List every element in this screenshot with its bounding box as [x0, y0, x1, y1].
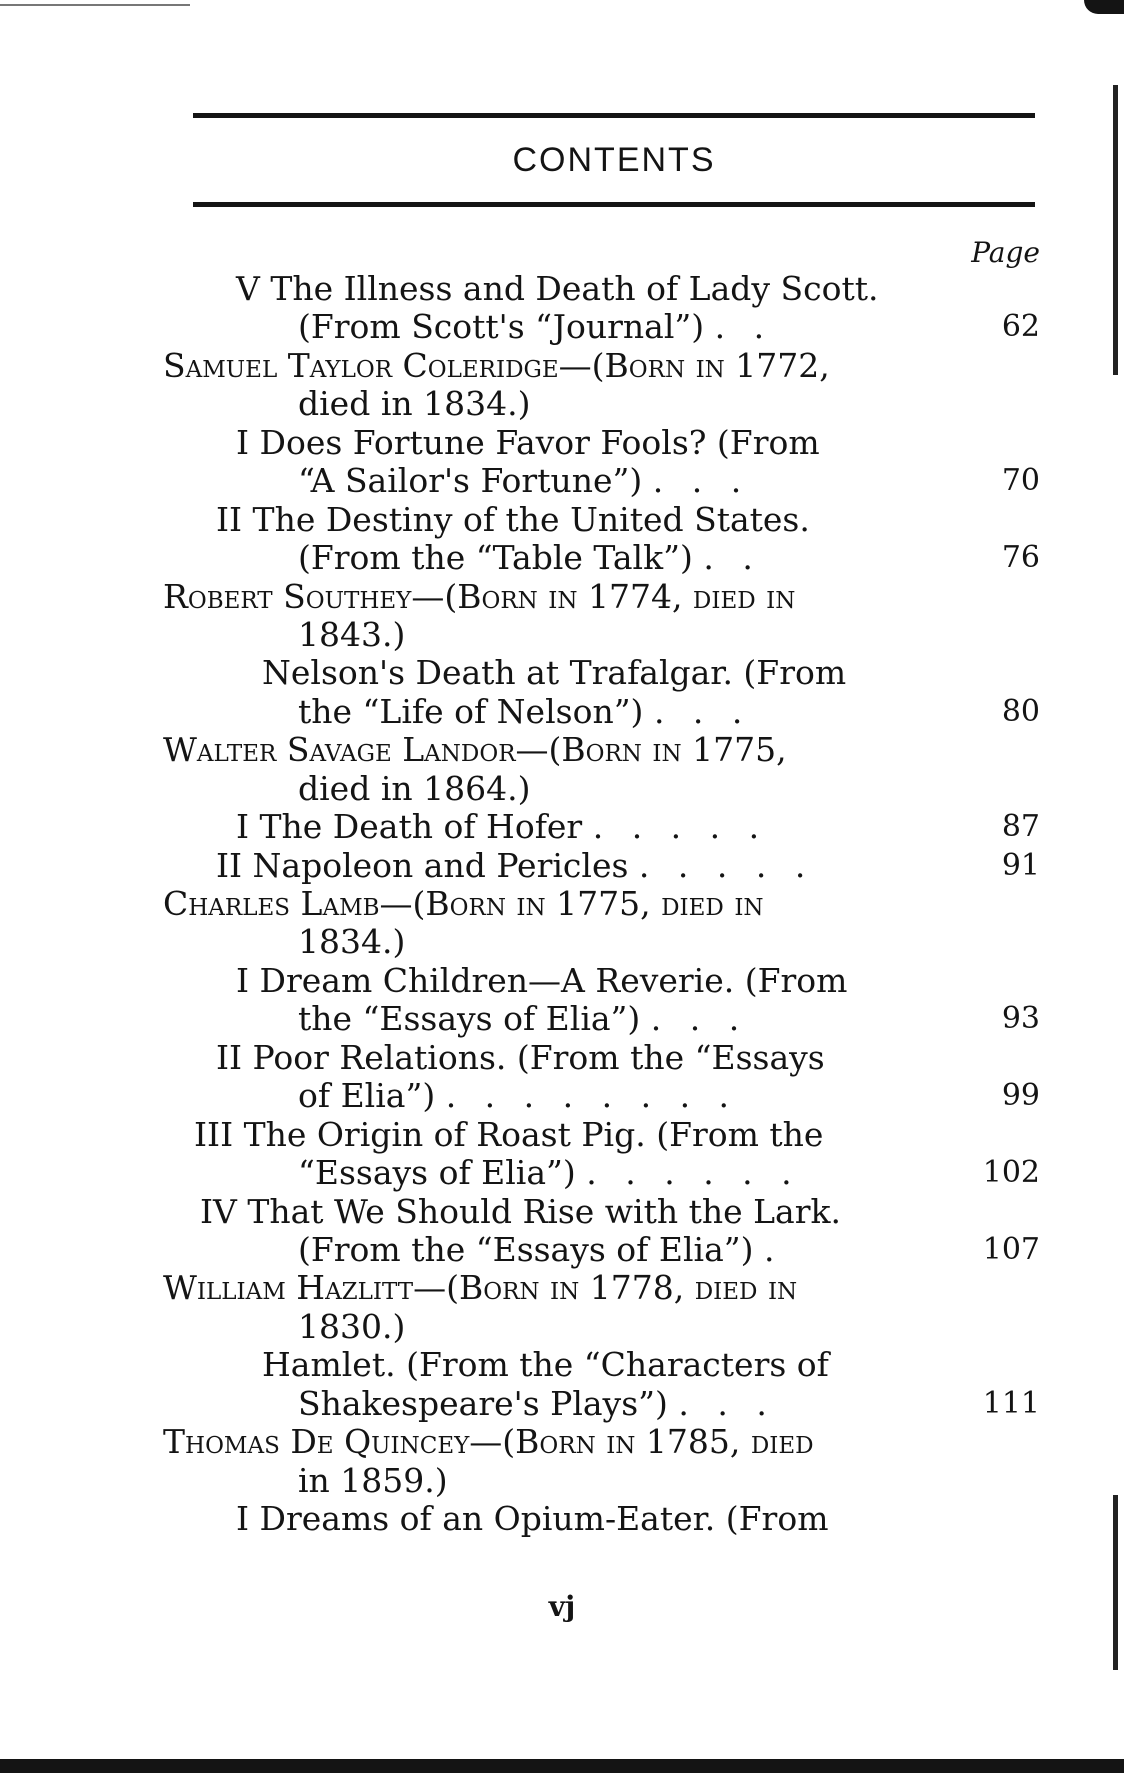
- toc-entry-text: (From the “Table Talk”) . .: [298, 538, 762, 578]
- toc-entry-text: I Does Fortune Favor Fools? (From: [236, 422, 820, 462]
- page-number: 76: [1001, 540, 1040, 576]
- page-number: 62: [1001, 309, 1040, 345]
- toc-line: [0, 347, 1124, 385]
- toc-line: [0, 693, 1124, 731]
- author-heading: Samuel Taylor Coleridge—(Born in 1772,: [163, 345, 830, 385]
- toc-line: [0, 1385, 1124, 1423]
- toc-entry-text: I Dreams of an Opium-Eater. (From: [236, 1499, 829, 1538]
- leader-dots: . . . . .: [638, 845, 815, 885]
- page-number: 93: [1001, 1001, 1040, 1037]
- leader-dots: . . .: [678, 1383, 776, 1423]
- toc-entry-text: V The Illness and Death of Lady Scott.: [236, 269, 879, 308]
- page-title: CONTENTS: [512, 141, 716, 179]
- toc-entry-text: Shakespeare's Plays”) . . .: [298, 1383, 776, 1423]
- page-number: 87: [1001, 809, 1040, 845]
- toc-line: [0, 616, 1124, 654]
- toc-line: [0, 578, 1124, 616]
- leader-dots: . .: [703, 538, 762, 578]
- leader-dots: . . .: [652, 461, 751, 501]
- page-number: 70: [1001, 463, 1040, 499]
- toc-entry-text: II Napoleon and Pericles . . . . .: [216, 845, 815, 885]
- toc-line: [0, 1269, 1124, 1307]
- page-folio: vj: [548, 1590, 576, 1623]
- leader-dots: . . . . . . . .: [445, 1076, 739, 1116]
- toc-entry-text: IV That We Should Rise with the Lark.: [200, 1191, 841, 1231]
- toc-entry-text: III The Origin of Roast Pig. (From the: [194, 1114, 824, 1154]
- toc-line: [0, 424, 1124, 462]
- toc-entry-text: 1834.): [298, 922, 406, 962]
- toc-line: [0, 1154, 1124, 1192]
- toc-line: [0, 731, 1124, 769]
- page-column-label: Page: [971, 236, 1040, 269]
- toc-entry-text: died in 1834.): [298, 384, 531, 424]
- toc-line: [0, 501, 1124, 539]
- toc-entry-text: I Dream Children—A Reverie. (From: [236, 960, 848, 1000]
- toc-entry-text: (From the “Essays of Elia”) .: [298, 1229, 784, 1269]
- page-number: 99: [1001, 1078, 1040, 1114]
- leader-dots: . . .: [653, 691, 752, 731]
- toc-entry-text: the “Life of Nelson”) . . .: [298, 691, 752, 731]
- page-number: 102: [982, 1155, 1040, 1191]
- leader-dots: . . . . . .: [586, 1153, 801, 1193]
- toc-line: [0, 539, 1124, 577]
- toc-line: [0, 808, 1124, 846]
- page-number: 107: [982, 1231, 1040, 1267]
- leader-dots: . .: [714, 307, 774, 347]
- toc-line: [0, 1193, 1124, 1231]
- toc-line: [0, 1423, 1124, 1461]
- table-of-contents: [0, 270, 1124, 1538]
- author-heading: Thomas De Quincey—(Born in 1785, died: [163, 1422, 814, 1462]
- toc-line: [0, 1077, 1124, 1115]
- page-number: 91: [1001, 847, 1040, 883]
- toc-line: [0, 770, 1124, 808]
- scan-edge-bottom: [0, 1759, 1124, 1773]
- toc-entry-text: 1830.): [298, 1306, 406, 1346]
- toc-line: [0, 462, 1124, 500]
- toc-entry-text: I The Death of Hofer . . . . .: [236, 807, 769, 847]
- toc-entry-text: the “Essays of Elia”) . . .: [298, 999, 749, 1039]
- toc-line: [0, 654, 1124, 692]
- author-heading: William Hazlitt—(Born in 1778, died in: [163, 1268, 798, 1308]
- toc-line: [0, 1116, 1124, 1154]
- leader-dots: . . .: [650, 999, 749, 1039]
- scan-edge-corner: [1084, 0, 1124, 14]
- toc-line: [0, 1346, 1124, 1384]
- heading-rule-top: [193, 113, 1035, 118]
- toc-line: [0, 1462, 1124, 1500]
- toc-line: [0, 308, 1124, 346]
- toc-entry-text: Nelson's Death at Trafalgar. (From: [262, 653, 847, 693]
- toc-line: [0, 885, 1124, 923]
- page-number: 80: [1001, 693, 1040, 729]
- toc-line: [0, 385, 1124, 423]
- toc-entry-text: died in 1864.): [298, 768, 531, 808]
- scan-edge-top: [0, 4, 190, 6]
- toc-line: [0, 1231, 1124, 1269]
- heading-rule-bottom: [193, 202, 1035, 207]
- page-number: 111: [982, 1385, 1040, 1421]
- toc-entry-text: “A Sailor's Fortune”) . . .: [298, 461, 751, 501]
- toc-line: [0, 847, 1124, 885]
- toc-line: [0, 923, 1124, 961]
- toc-line: [0, 270, 1124, 308]
- toc-line: [0, 1308, 1124, 1346]
- leader-dots: . . . . .: [592, 807, 769, 847]
- toc-entry-text: 1843.): [298, 614, 406, 654]
- toc-entry-text: Hamlet. (From the “Characters of: [262, 1345, 829, 1385]
- toc-line: [0, 1500, 1124, 1538]
- toc-line: [0, 962, 1124, 1000]
- toc-entry-text: “Essays of Elia”) . . . . . .: [298, 1153, 801, 1193]
- toc-entry-text: (From Scott's “Journal”) . .: [298, 307, 774, 347]
- toc-entry-text: II Poor Relations. (From the “Essays: [216, 1037, 825, 1077]
- leader-dots: .: [764, 1229, 784, 1269]
- author-heading: Walter Savage Landor—(Born in 1775,: [163, 730, 787, 770]
- toc-entry-text: in 1859.): [298, 1460, 448, 1500]
- author-heading: Robert Southey—(Born in 1774, died in: [163, 576, 796, 616]
- author-heading: Charles Lamb—(Born in 1775, died in: [163, 884, 764, 923]
- toc-line: [0, 1039, 1124, 1077]
- toc-line: [0, 1000, 1124, 1038]
- toc-entry-text: II The Destiny of the United States.: [216, 499, 810, 539]
- toc-entry-text: of Elia”) . . . . . . . .: [298, 1076, 739, 1116]
